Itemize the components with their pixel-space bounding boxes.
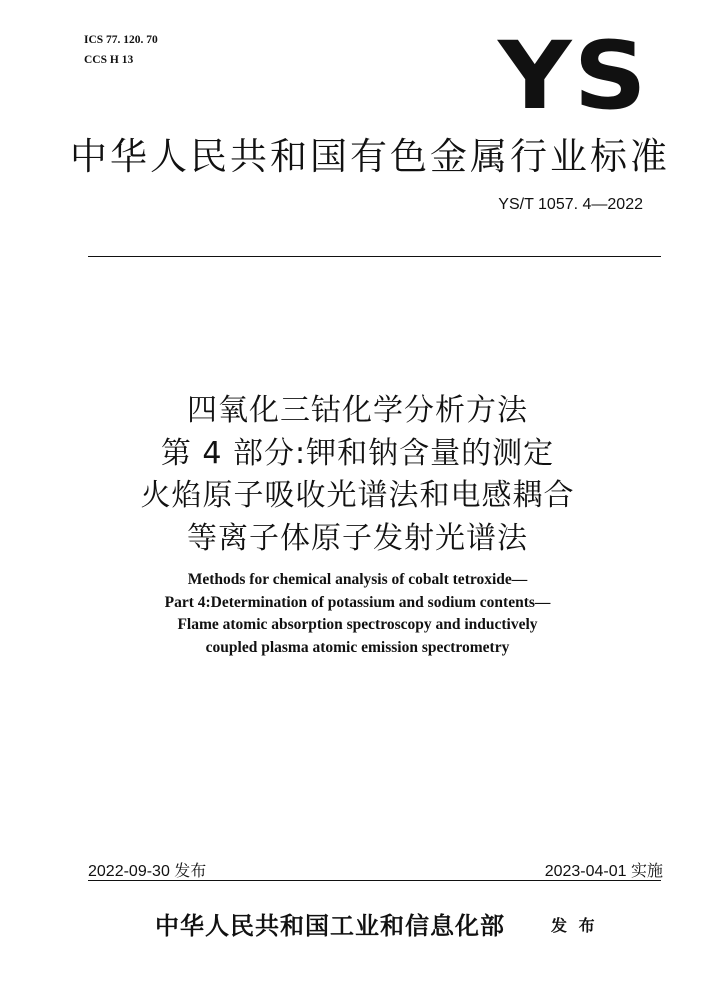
issuer-action: 发 布 xyxy=(551,916,598,935)
chinese-title-line: 第 4 部分:钾和钠含量的测定 xyxy=(160,435,555,471)
bottom-divider xyxy=(88,880,661,881)
english-title xyxy=(60,569,655,659)
chinese-title-line: 等离子体原子发射光谱法 xyxy=(187,520,528,556)
ys-logo: YS xyxy=(498,22,649,131)
english-title-line: Flame atomic absorption spectroscopy and inductively xyxy=(177,616,538,633)
standard-number: YS/T 1057. 4—2022 xyxy=(498,196,643,213)
ics-code: ICS 77. 120. 70 xyxy=(84,34,158,46)
english-title-line: coupled plasma atomic emission spectrometry xyxy=(205,638,510,656)
chinese-title-line: 火焰原子吸收光谱法和电感耦合 xyxy=(140,478,575,513)
english-title-line: Part 4:Determination of potassium and sodium contents— xyxy=(164,593,551,611)
implementation-date: 2023-04-01 实施 xyxy=(544,863,663,880)
classification-codes xyxy=(84,30,158,70)
top-divider xyxy=(88,256,661,257)
ccs-code: CCS H 13 xyxy=(84,54,134,66)
chinese-title-line: 四氧化三钴化学分析方法 xyxy=(187,393,528,428)
issuing-authority: 中华人民共和国工业和信息化部 xyxy=(155,911,505,940)
english-title-line: Methods for chemical analysis of cobalt tetroxide— xyxy=(187,571,528,588)
standard-category-title: 中华人民共和国有色金属行业标准 xyxy=(70,135,670,178)
issue-date: 2022-09-30 发布 xyxy=(88,863,207,880)
chinese-title xyxy=(60,390,655,560)
